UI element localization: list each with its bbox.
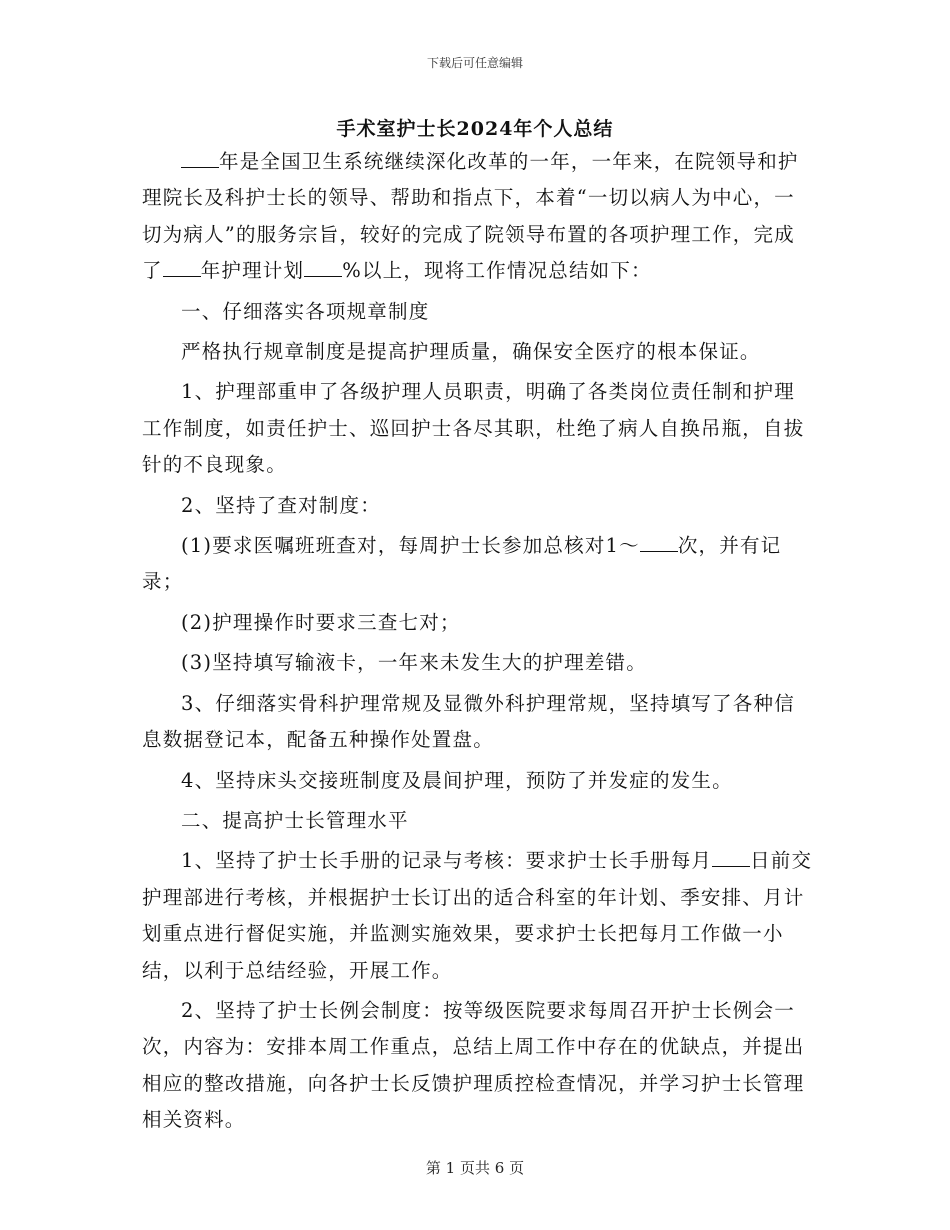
section-heading-2: 二、提高护士长管理水平 — [181, 808, 409, 832]
paragraph: 2、坚持了查对制度： — [181, 493, 381, 517]
paragraph: (2)护理操作时要求三查七对； — [181, 610, 461, 634]
fill-blank — [640, 535, 678, 552]
section-heading-1: 一、仔细落实各项规章制度 — [181, 299, 430, 323]
paragraph: 1、护理部重申了各级护理人员职责，明确了各类岗位责任制和护理工作制度，如责任护士、巡回护士各尽其职，杜绝了病人自换吊瓶，自拔针的不良现象。 — [142, 380, 805, 477]
paragraph: 1、坚持了护士长手册的记录与考核：要求护士长手册每月 日前交护理部进行考核，并根据护士长订出的适合科室的年计划、季安排、月计划重点进行督促实施，并监测实施效果，要求护士长把每月工作做一小结，以利于总结经验，开展工作。 — [142, 849, 813, 982]
fill-blank — [712, 850, 750, 867]
fill-blank — [304, 260, 342, 277]
document-title: 手术室护士长2024年个人总结 — [336, 118, 614, 140]
document-body — [142, 144, 814, 1143]
header-note: 下载后可任意编辑 — [426, 56, 523, 70]
paragraph-intro: 年是全国卫生系统继续深化改革的一年，一年来，在院领导和护理院长及科护士长的领导、帮助和指点下，本着“一切以病人为中心，一切为病人”的服务宗旨，较好的完成了院领导布置的各项护理工作，完成了 年护理计划 %以上，现将工作情况总结如下： — [142, 150, 799, 283]
page-footer: 第 1 页共 6 页 — [425, 1159, 525, 1177]
paragraph: 2、坚持了护士长例会制度：按等级医院要求每周召开护士长例会一次，内容为：安排本周工作重点，总结上周工作中存在的优缺点，并提出相应的整改措施，向各护士长反馈护理质控检查情况，并学习护士长管理相关资料。 — [142, 998, 805, 1132]
paragraph: 严格执行规章制度是提高护理质量，确保安全医疗的根本保证。 — [181, 340, 761, 364]
paragraph: (1)要求医嘱班班查对，每周护士长参加总核对1～ 次，并有记录； — [142, 534, 782, 594]
fill-blank — [181, 151, 219, 168]
fill-blank — [163, 260, 201, 277]
paragraph: (3)坚持填写输液卡，一年来未发生大的护理差错。 — [181, 651, 647, 675]
paragraph: 4、坚持床头交接班制度及晨间护理，预防了并发症的发生。 — [181, 768, 733, 792]
paragraph: 3、仔细落实骨科护理常规及显微外科护理常规，坚持填写了各种信息数据登记本，配备五种操作处置盘。 — [142, 691, 795, 752]
